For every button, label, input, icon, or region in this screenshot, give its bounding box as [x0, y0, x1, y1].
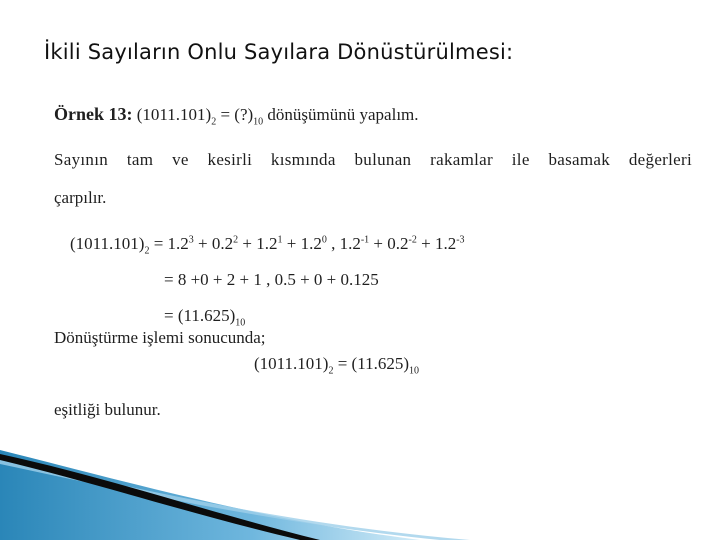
conclusion-lhs: (1011.101) [254, 354, 329, 373]
instruction-line-1: Sayının tam ve kesirli kısmında bulunan rakamlar ile basamak değerleri [54, 150, 692, 169]
example-label: Örnek 13: [54, 104, 133, 124]
conclusion-rhs: = (11.625) [337, 354, 409, 373]
conclusion-equation [254, 354, 419, 377]
exp-7: -3 [456, 234, 465, 246]
exp-6: -2 [408, 234, 417, 246]
exp-4: 0 [321, 234, 327, 246]
term-3: + 1.2 [242, 234, 278, 253]
exp-2: 2 [233, 234, 239, 246]
result-line [164, 306, 246, 329]
conclusion-rhs-base: 10 [408, 365, 419, 377]
example-base-to: 10 [253, 116, 264, 128]
term-6: + 0.2 [373, 234, 409, 253]
term-2: + 0.2 [198, 234, 234, 253]
example-heading [54, 104, 419, 128]
slide-title: İkili Sayıların Onlu Sayılara Dönüstürülmesi: [44, 40, 514, 64]
term-4: + 1.2 [286, 234, 322, 253]
exp-3: 1 [277, 234, 283, 246]
wave-blue-shape [0, 450, 420, 540]
exp-1: 3 [188, 234, 194, 246]
example-eq: = (?) [220, 105, 254, 124]
expansion-equation [70, 234, 465, 257]
sum-line: = 8 +0 + 2 + 1 , 0.5 + 0 + 0.125 [164, 270, 379, 289]
conclusion-intro: Dönüştürme işlemi sonucunda; [54, 328, 266, 347]
wave-decoration [0, 450, 720, 540]
result-base: 10 [235, 317, 246, 329]
term-5: , 1.2 [331, 234, 361, 253]
term-1: = 1.2 [153, 234, 189, 253]
result-value: = (11.625) [164, 306, 236, 325]
example-number: (1011.101) [136, 105, 212, 124]
term-7: + 1.2 [421, 234, 457, 253]
expansion-lhs-base: 2 [144, 245, 150, 257]
example-base-from: 2 [211, 116, 217, 128]
conclusion-lhs-base: 2 [328, 365, 334, 377]
exp-5: -1 [360, 234, 370, 246]
example-tail: dönüşümünü yapalım. [267, 105, 419, 124]
conclusion-closing: eşitliği bulunur. [54, 400, 161, 419]
instruction-line-2: çarpılır. [54, 188, 107, 207]
expansion-lhs: (1011.101) [70, 234, 145, 253]
